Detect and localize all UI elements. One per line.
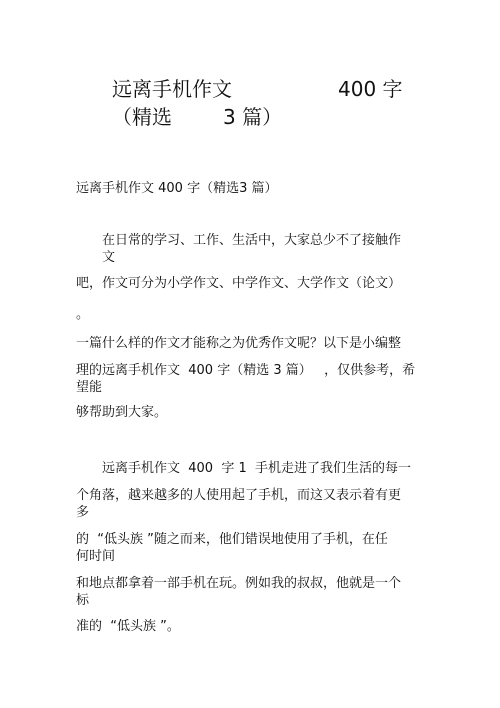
paragraph-line: 文: [102, 250, 116, 265]
paragraph-line: 远离手机作文 400 字 1 手机走进了我们生活的每一: [102, 461, 412, 476]
paragraph-line: 何时间: [76, 549, 116, 564]
paragraph-line: 望能: [76, 380, 103, 395]
paragraph-line: 理的远离手机作文 400 字（精选 3 篇） ，仅供参考，希: [76, 363, 416, 378]
paragraph-line: 标: [76, 593, 90, 608]
title-word-count: 400 字: [338, 77, 403, 101]
paragraph-line: 够帮助到大家。: [76, 405, 168, 420]
subheading: 远离手机作文 400 字（精选3 篇）: [76, 181, 278, 196]
paragraph-line: 的 “低头族 ”随之而来，他们错误地使用了手机，在任: [76, 532, 388, 547]
paragraph-line: 。: [76, 307, 90, 322]
title-subtitle-left: （精选: [112, 105, 172, 129]
paragraph-line: 一篇什么样的作文才能称之为优秀作文呢？以下是小编整: [76, 336, 402, 351]
paragraph-line: 准的 “低头族 ”。: [76, 619, 180, 634]
paragraph-line: 多: [76, 505, 90, 520]
paragraph-line: 个角落，越来越多的人使用起了手机，而这又表示着有更: [76, 488, 402, 503]
title-subtitle-right: 3 篇）: [223, 105, 283, 129]
title-main: 远离手机作文: [112, 77, 232, 101]
paragraph-line: 和地点都拿着一部手机在玩。例如我的叔叔，他就是一个: [76, 576, 402, 591]
paragraph-line: 吧，作文可分为小学作文、中学作文、大学作文（论文）: [76, 276, 402, 291]
paragraph-line: 在日常的学习、工作、生活中，大家总少不了接触作: [102, 233, 402, 248]
